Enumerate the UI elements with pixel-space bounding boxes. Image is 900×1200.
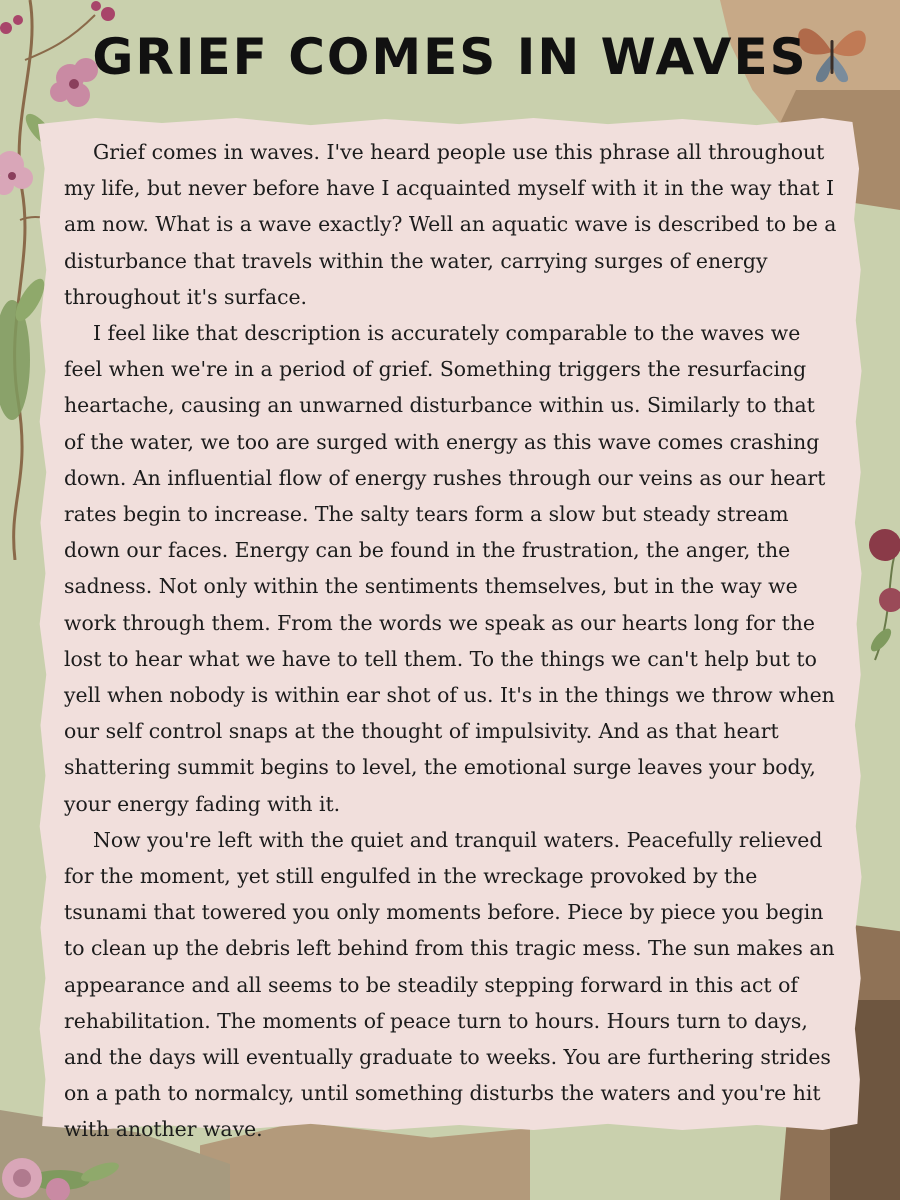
paragraph: Now you're left with the quiet and tranquil waters. Peacefully relieved for the moment, yet still engulfed in the wreckage provoked by the tsunami that towered you only moments before. Piece by piece you begin to clean up the debris left behind from this tragic mess. The sun makes an appearance and all seems to be steadily stepping forward in this act of rehabilitation. The moments of peace turn to hours. Hours turn to days, and the days will eventually graduate to weeks. You are furthering strides on a path to normalcy, until something disturbs the waters and you're hit with another wave. xyxy=(64,827,835,1142)
essay-body xyxy=(64,134,840,1148)
page-title: GRIEF COMES IN WAVES xyxy=(92,28,808,86)
paragraph: Grief comes in waves. I've heard people use this phrase all throughout my life, but never before have I acquainted myself with it in the way that I am now. What is a wave exactly? Well an aquatic wave is described to be a disturbance that travels within the water, carrying surges of energy throughout it's surface. xyxy=(64,140,837,309)
paragraph: I feel like that description is accurately comparable to the waves we feel when we're in a period of grief. Something triggers the resurfacing heartache, causing an unwarned disturbance within us. Similarly to that of the water, we too are surged with energy as this wave comes crashing down. An influential flow of energy rushes through our veins as our heart rates begin to increase. The salty tears form a slow but steady stream down our faces. Energy can be found in the frustration, the anger, the sadness. Not only within the sentiments themselves, but in the way we work through them. From the words we speak as our hearts long for the lost to hear what we have to tell them. To the things we can't help but to yell when nobody is within ear shot of us. It's in the things we throw when our self control snaps at the thought of impulsivity. And as that heart shattering summit begins to level, the emotional surge leaves your body, your energy fading with it. xyxy=(64,321,835,816)
rose-icon xyxy=(855,500,900,680)
